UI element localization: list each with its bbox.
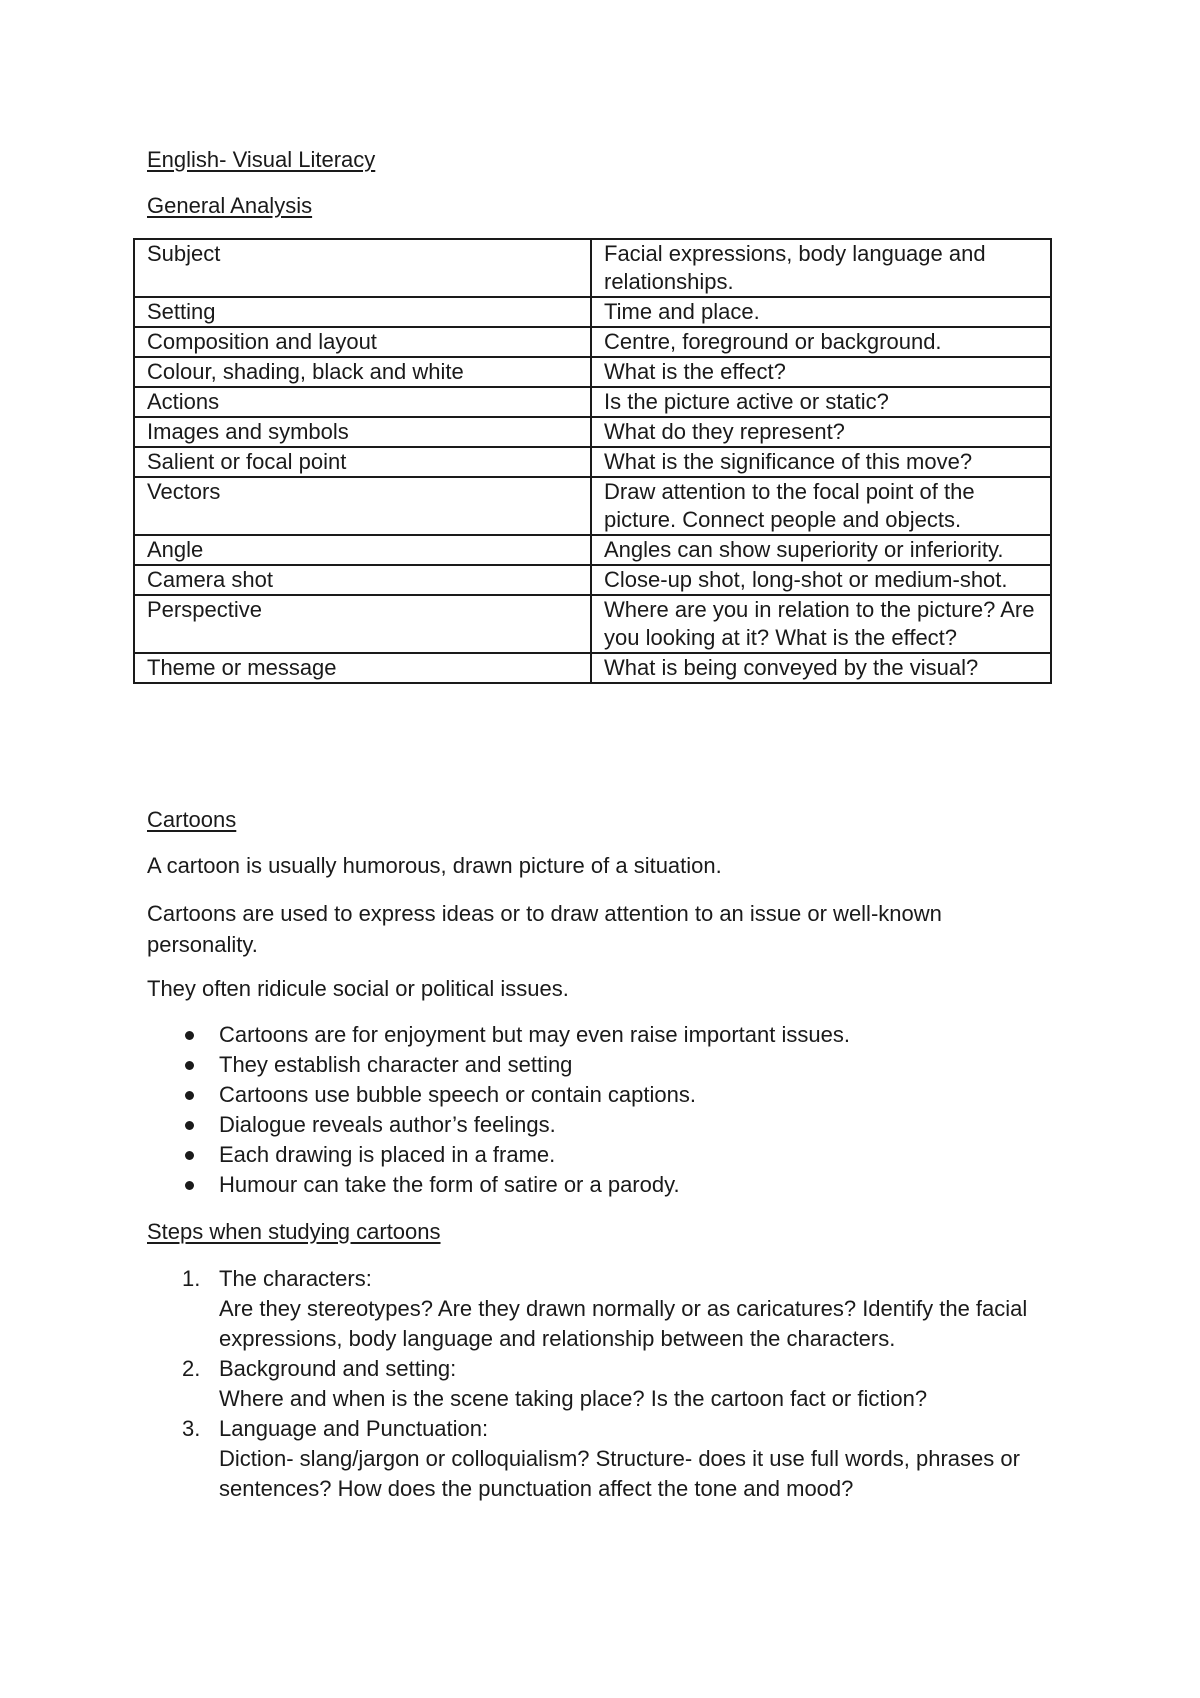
cartoons-heading: Cartoons: [147, 807, 237, 832]
row-description: What is the effect?: [591, 357, 1051, 387]
step-number: 1.: [182, 1266, 201, 1291]
row-label: Composition and layout: [134, 327, 591, 357]
step-title: The characters:: [219, 1266, 372, 1291]
row-label: Vectors: [134, 477, 591, 535]
row-label: Theme or message: [134, 653, 591, 683]
list-item: [147, 1080, 1047, 1110]
row-label: Camera shot: [134, 565, 591, 595]
bullet-text: Cartoons use bubble speech or contain captions.: [219, 1082, 696, 1107]
bullet-icon: [185, 1031, 194, 1040]
row-label: Subject: [134, 239, 591, 297]
general-analysis-heading: General Analysis: [147, 193, 313, 218]
table-row: [134, 477, 1051, 535]
step-number: 2.: [182, 1356, 201, 1381]
step-body: Diction- slang/jargon or colloquialism? Structure- does it use full words, phrases or sentences? How does the punctuation affect the tone and mood?: [219, 1446, 1020, 1501]
step-number: 3.: [182, 1416, 201, 1441]
row-description: Facial expressions, body language and relationships.: [591, 239, 1051, 297]
row-label: Colour, shading, black and white: [134, 357, 591, 387]
row-description: What is the significance of this move?: [591, 447, 1051, 477]
bullet-text: They establish character and setting: [219, 1052, 573, 1077]
cartoons-paragraph-1: A cartoon is usually humorous, drawn picture of a situation.: [147, 853, 722, 878]
bullet-text: Cartoons are for enjoyment but may even raise important issues.: [219, 1022, 850, 1047]
step-body: Where and when is the scene taking place? Is the cartoon fact or fiction?: [219, 1386, 928, 1411]
table-row: [134, 327, 1051, 357]
list-item: [147, 1354, 1077, 1414]
list-item: [147, 1414, 1077, 1504]
list-item: [147, 1020, 1047, 1050]
bullet-icon: [185, 1091, 194, 1100]
step-body: Are they stereotypes? Are they drawn normally or as caricatures? Identify the facial expressions, body language and relationship between the characters.: [219, 1296, 1028, 1351]
document-title: English- Visual Literacy: [147, 147, 376, 172]
row-description: Draw attention to the focal point of the picture. Connect people and objects.: [591, 477, 1051, 535]
bullet-text: Humour can take the form of satire or a parody.: [219, 1172, 680, 1197]
steps-list: [147, 1264, 1077, 1504]
row-label: Angle: [134, 535, 591, 565]
row-description: Time and place.: [591, 297, 1051, 327]
bullet-icon: [185, 1121, 194, 1130]
table-row: [134, 239, 1051, 297]
list-item: [147, 1050, 1047, 1080]
row-description: Angles can show superiority or inferiority.: [591, 535, 1051, 565]
bullet-icon: [185, 1061, 194, 1070]
analysis-table: [133, 238, 1052, 684]
table-row: [134, 447, 1051, 477]
table-row: [134, 595, 1051, 653]
row-description: Close-up shot, long-shot or medium-shot.: [591, 565, 1051, 595]
row-label: Actions: [134, 387, 591, 417]
table-row: [134, 653, 1051, 683]
row-description: Centre, foreground or background.: [591, 327, 1051, 357]
cartoons-paragraph-2: Cartoons are used to express ideas or to draw attention to an issue or well-known personality.: [147, 901, 942, 957]
row-label: Images and symbols: [134, 417, 591, 447]
bullet-icon: [185, 1181, 194, 1190]
bullet-text: Dialogue reveals author’s feelings.: [219, 1112, 556, 1137]
cartoons-paragraph-3: They often ridicule social or political issues.: [147, 976, 569, 1001]
row-description: Where are you in relation to the picture? Are you looking at it? What is the effect?: [591, 595, 1051, 653]
bullet-icon: [185, 1151, 194, 1160]
row-description: What is being conveyed by the visual?: [591, 653, 1051, 683]
list-item: [147, 1110, 1047, 1140]
list-item: [147, 1264, 1077, 1354]
row-label: Perspective: [134, 595, 591, 653]
cartoons-bullet-list: [147, 1020, 1047, 1200]
table-row: [134, 417, 1051, 447]
step-title: Background and setting:: [219, 1356, 457, 1381]
row-description: What do they represent?: [591, 417, 1051, 447]
table-row: [134, 387, 1051, 417]
bullet-text: Each drawing is placed in a frame.: [219, 1142, 556, 1167]
steps-heading: Steps when studying cartoons: [147, 1219, 441, 1244]
table-row: [134, 535, 1051, 565]
row-label: Setting: [134, 297, 591, 327]
row-label: Salient or focal point: [134, 447, 591, 477]
list-item: [147, 1170, 1047, 1200]
table-row: [134, 297, 1051, 327]
row-description: Is the picture active or static?: [591, 387, 1051, 417]
list-item: [147, 1140, 1047, 1170]
step-title: Language and Punctuation:: [219, 1416, 489, 1441]
table-row: [134, 357, 1051, 387]
table-row: [134, 565, 1051, 595]
